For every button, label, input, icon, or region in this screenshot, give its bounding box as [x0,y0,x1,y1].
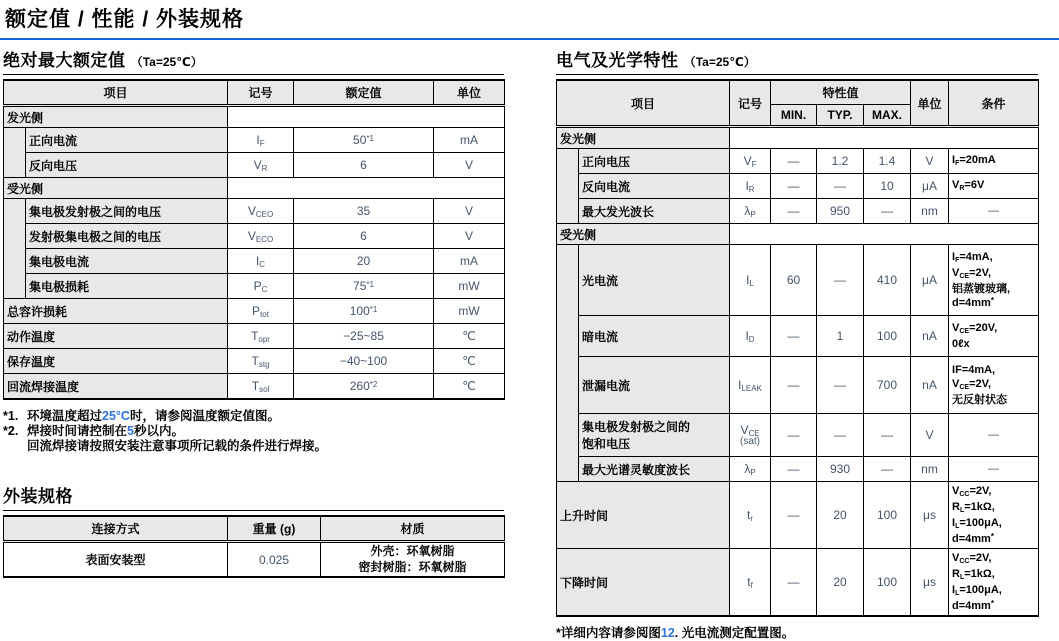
symbol-cell: $\lambda_P$ [730,199,771,224]
item-label-cell: 上升时间 [557,482,730,549]
symbol-cell: $t_r$ [730,482,771,549]
table-row [557,245,1039,316]
rating-cell: 20 [294,249,434,274]
unit-cell: V [434,199,505,224]
max-cell: — [864,457,911,482]
elec-table [556,79,1039,617]
condition-cell: $I_F=20mA$ [949,149,1039,174]
footnote-2-continuation: 回流焊接请按照安装注意事项所记载的条件进行焊接。 [27,439,328,453]
page-title: 额定值 / 性能 / 外装规格 [5,8,245,31]
item-label-cell: 集电极电流 [26,249,228,274]
col-header-max: MAX. [864,105,911,127]
max-cell: — [864,199,911,224]
col-header-unit: 单位 [434,80,505,106]
section-label-cell: 受光侧 [4,178,228,199]
min-cell: — [771,549,817,617]
rating-cell: 100$^{*1}$ [294,299,434,324]
condition-cell: — [949,414,1039,457]
unit-cell: mW [434,299,505,324]
title-divider-rule [0,38,1059,40]
min-cell: 60 [771,245,817,316]
min-cell: — [771,149,817,174]
unit-cell: nm [911,199,949,224]
table-row [557,549,1039,617]
item-label-cell: 正向电流 [26,128,228,153]
unit-cell: mA [434,128,505,153]
unit-cell: V [434,153,505,178]
rating-cell: 6 [294,224,434,249]
section-row [557,224,1039,245]
max-cell: 1.4 [864,149,911,174]
symbol-cell: $V_{ECO}$ [228,224,294,249]
condition-cell: — [949,457,1039,482]
table-row [4,153,505,178]
symbol-cell: $I_L$ [730,245,771,316]
col-header-symbol: 记号 [228,80,294,106]
footnote-1: *1. 环境温度超过25°C时，请参阅温度额定值图。 [3,409,280,423]
item-label-cell: 反向电压 [26,153,228,178]
typ-cell: 950 [817,199,864,224]
symbol-cell: $P_{tot}$ [228,299,294,324]
elec-heading [556,44,1038,75]
table-row [4,299,505,324]
col-header-min: MIN. [771,105,817,127]
unit-cell: mA [434,249,505,274]
condition-cell: $V_R=6V$ [949,174,1039,199]
condition-cell: $I_F=4mA$, $V_{CE}=2V$, 铝蒸镀玻璃, d=4mm* [949,245,1039,316]
unit-cell: nA [911,316,949,357]
symbol-cell: $\lambda_P$ [730,457,771,482]
abs-max-heading-text: 绝对最大额定值 [3,51,126,70]
item-label-cell: 下降时间 [557,549,730,617]
symbol-cell: $I_F$ [228,128,294,153]
item-label-cell: 回流焊接温度 [4,374,228,400]
footnote-2: *2. 焊接时间请控制在5秒以内。 [3,424,184,438]
condition-cell: $V_{CC}=2V$, $R_L=1k\Omega$, $I_L=100\mu A$, d=4mm* [949,549,1039,617]
max-cell: 100 [864,316,911,357]
unit-cell: ℃ [434,324,505,349]
item-label-cell: 总容许损耗 [4,299,228,324]
section-empty-cell [730,127,1039,149]
unit-cell: mW [434,274,505,299]
unit-cell: μA [911,245,949,316]
section-empty-cell [228,106,505,128]
left-column [3,44,504,578]
symbol-cell: $V_R$ [228,153,294,178]
highlighted-value: 12 [660,626,675,640]
table-row [4,349,505,374]
section-row [4,106,505,128]
table-row [4,224,505,249]
table-row [4,324,505,349]
abs-max-heading-condition: （Ta=25℃） [130,55,203,69]
table-row [557,357,1039,414]
unit-cell: ℃ [434,349,505,374]
item-label-cell: 光电流 [579,245,730,316]
symbol-cell: $I_R$ [730,174,771,199]
typ-cell: — [817,414,864,457]
symbol-cell: $T_{sol}$ [228,374,294,400]
col-header-char-value: 特性值 [771,80,911,105]
table-row [557,457,1039,482]
item-label-cell: 反向电流 [579,174,730,199]
item-label-cell: 泄漏电流 [579,357,730,414]
item-label-cell: 正向电压 [579,149,730,174]
section-empty-cell [730,224,1039,245]
max-cell: 100 [864,482,911,549]
unit-cell: μA [911,174,949,199]
max-cell: 100 [864,549,911,617]
table-row [557,199,1039,224]
min-cell: — [771,357,817,414]
table-row [557,414,1039,457]
table-row [557,316,1039,357]
table-header-row [4,80,505,106]
unit-cell: ℃ [434,374,505,400]
table-header-row [4,516,505,542]
item-label-cell: 动作温度 [4,324,228,349]
col-header-item: 项目 [557,80,730,127]
elec-heading-text: 电气及光学特性 [556,51,679,70]
item-label-cell: 集电极发射极之间的电压 [26,199,228,224]
abs-max-footnotes [3,409,504,454]
condition-cell: — [949,199,1039,224]
min-cell: — [771,457,817,482]
col-header-unit: 单位 [911,80,949,127]
min-cell: — [771,174,817,199]
table-row [4,542,505,578]
item-label-cell: 最大光谱灵敏度波长 [579,457,730,482]
package-table [3,515,505,578]
package-heading: 外装规格 [3,480,504,511]
condition-cell: IF=4mA, $V_{CE}=2V$, 无反射状态 [949,357,1039,414]
typ-cell: — [817,357,864,414]
item-label-cell: 集电极发射极之间的 饱和电压 [579,414,730,457]
section-empty-cell [228,178,505,199]
section-label-cell: 发光侧 [557,127,730,149]
symbol-cell: $V_{CEO}$ [228,199,294,224]
group-indent-cell [557,245,579,482]
unit-cell: μs [911,549,949,617]
abs-max-table [3,79,505,400]
rating-cell: 50$^{*1}$ [294,128,434,153]
table-row [557,149,1039,174]
unit-cell: nm [911,457,949,482]
weight-cell: 0.025 [228,542,321,578]
col-header-typ: TYP. [817,105,864,127]
section-label-cell: 受光侧 [557,224,730,245]
table-row [4,274,505,299]
typ-cell: — [817,245,864,316]
col-header-item: 项目 [4,80,228,106]
item-label-cell: 集电极损耗 [26,274,228,299]
condition-cell: $V_{CC}=2V$, $R_L=1k\Omega$, $I_L=100\mu A$, d=4mm* [949,482,1039,549]
typ-cell: 20 [817,549,864,617]
mount-type-cell: 表面安装型 [4,542,228,578]
min-cell: — [771,316,817,357]
item-label-cell: 最大发光波长 [579,199,730,224]
typ-cell: — [817,174,864,199]
rating-cell: 35 [294,199,434,224]
item-label-cell: 暗电流 [579,316,730,357]
symbol-cell: $I_{LEAK}$ [730,357,771,414]
max-cell: 410 [864,245,911,316]
unit-cell: μs [911,482,949,549]
table-row [4,374,505,400]
highlighted-value: 25°C [102,409,130,423]
section-label-cell: 发光侧 [4,106,228,128]
typ-cell: 1 [817,316,864,357]
table-row [4,199,505,224]
symbol-cell: $I_C$ [228,249,294,274]
right-column [556,44,1038,641]
col-header-symbol: 记号 [730,80,771,127]
section-row [557,127,1039,149]
rating-cell: 6 [294,153,434,178]
item-label-cell: 发射极集电极之间的电压 [26,224,228,249]
table-row [4,249,505,274]
elec-heading-condition: （Ta=25℃） [683,55,756,69]
table-row [4,128,505,153]
symbol-cell: $V_{CE}$ (sat) [730,414,771,457]
group-indent-cell [4,199,26,299]
min-cell: — [771,199,817,224]
table-row [557,174,1039,199]
symbol-cell: $V_F$ [730,149,771,174]
unit-cell: V [911,414,949,457]
col-header-weight: 重量 (g) [228,516,321,542]
unit-cell: V [911,149,949,174]
rating-cell: −25~85 [294,324,434,349]
symbol-cell: $T_{stg}$ [228,349,294,374]
typ-cell: 930 [817,457,864,482]
rating-cell: −40~100 [294,349,434,374]
group-indent-cell [557,149,579,224]
col-header-rating: 额定值 [294,80,434,106]
abs-max-heading [3,44,504,75]
col-header-condition: 条件 [949,80,1039,127]
max-cell: 10 [864,174,911,199]
typ-cell: 20 [817,482,864,549]
min-cell: — [771,414,817,457]
group-indent-cell [4,128,26,178]
material-cell: 外壳：环氧树脂 密封树脂：环氧树脂 [321,542,505,578]
symbol-cell: $P_C$ [228,274,294,299]
highlighted-value: 5 [127,424,134,438]
col-header-mount: 连接方式 [4,516,228,542]
section-row [4,178,505,199]
item-label-cell: 保存温度 [4,349,228,374]
rating-cell: 75$^{*1}$ [294,274,434,299]
condition-cell: $V_{CE}=20V$, 0ℓx [949,316,1039,357]
col-header-material: 材质 [321,516,505,542]
unit-cell: nA [911,357,949,414]
table-row [557,482,1039,549]
symbol-cell: $I_D$ [730,316,771,357]
typ-cell: 1.2 [817,149,864,174]
min-cell: — [771,482,817,549]
max-cell: 700 [864,357,911,414]
table-header-row [557,80,1039,105]
symbol-cell: $T_{opr}$ [228,324,294,349]
elec-footnote: *详细内容请参阅图12. 光电流测定配置图。 [556,626,795,640]
rating-cell: 260$^{*2}$ [294,374,434,400]
symbol-cell: $t_f$ [730,549,771,617]
max-cell: — [864,414,911,457]
unit-cell: V [434,224,505,249]
